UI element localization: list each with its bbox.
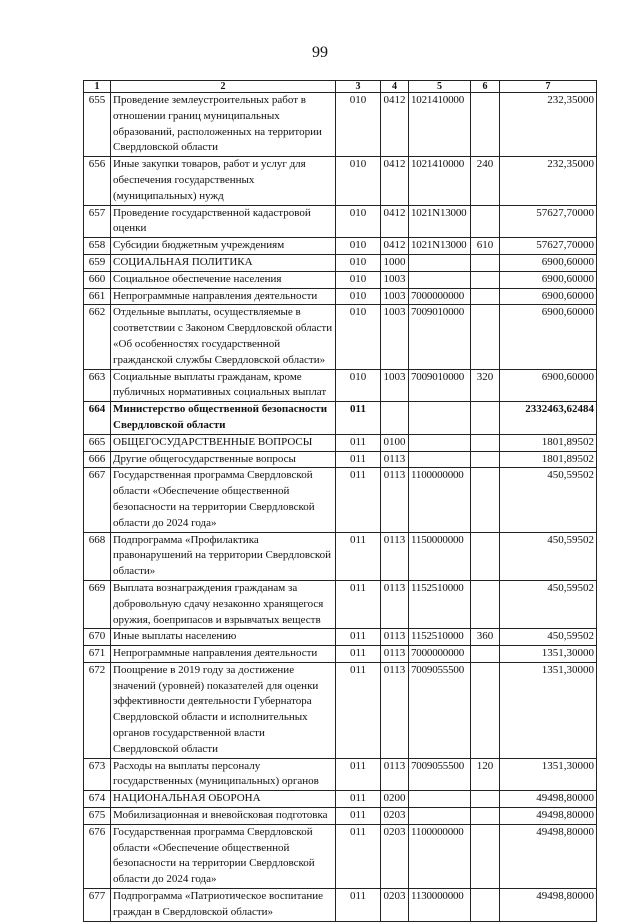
admin-code: 011 bbox=[336, 824, 381, 888]
table-header-row bbox=[84, 81, 597, 93]
row-number: 663 bbox=[84, 369, 111, 402]
row-number: 658 bbox=[84, 238, 111, 255]
row-name: Государственная программа Свердловской области «Обеспечение общественной безопасности на территории Свердловской области до 2024 года» bbox=[111, 468, 336, 532]
target-code bbox=[409, 271, 471, 288]
row-number: 674 bbox=[84, 791, 111, 808]
table-row bbox=[84, 288, 597, 305]
target-code: 7009010000 bbox=[409, 369, 471, 402]
table-row bbox=[84, 662, 597, 758]
budget-table bbox=[83, 80, 597, 922]
admin-code: 010 bbox=[336, 271, 381, 288]
admin-code: 011 bbox=[336, 580, 381, 628]
column-header: 3 bbox=[336, 81, 381, 93]
section-code: 1003 bbox=[381, 369, 409, 402]
admin-code: 011 bbox=[336, 629, 381, 646]
admin-code: 011 bbox=[336, 646, 381, 663]
page-number: 99 bbox=[312, 44, 328, 61]
section-code: 1003 bbox=[381, 305, 409, 369]
row-amount: 1801,89502 bbox=[500, 451, 597, 468]
section-code: 0200 bbox=[381, 791, 409, 808]
section-code: 0203 bbox=[381, 824, 409, 888]
row-number: 673 bbox=[84, 758, 111, 791]
row-amount: 57627,70000 bbox=[500, 238, 597, 255]
row-name: Субсидии бюджетным учреждениям bbox=[111, 238, 336, 255]
expense-type-code bbox=[471, 662, 500, 758]
target-code: 1152510000 bbox=[409, 629, 471, 646]
expense-type-code: 320 bbox=[471, 369, 500, 402]
table-row bbox=[84, 238, 597, 255]
section-code: 0113 bbox=[381, 451, 409, 468]
table-row bbox=[84, 157, 597, 205]
table-row bbox=[84, 824, 597, 888]
section-code: 0100 bbox=[381, 434, 409, 451]
column-header: 6 bbox=[471, 81, 500, 93]
table-row bbox=[84, 758, 597, 791]
row-number: 677 bbox=[84, 889, 111, 922]
expense-type-code: 610 bbox=[471, 238, 500, 255]
table-row bbox=[84, 305, 597, 369]
admin-code: 010 bbox=[336, 93, 381, 157]
row-number: 659 bbox=[84, 254, 111, 271]
column-header: 7 bbox=[500, 81, 597, 93]
row-amount: 49498,80000 bbox=[500, 791, 597, 808]
table-row bbox=[84, 93, 597, 157]
admin-code: 011 bbox=[336, 889, 381, 922]
row-name: Иные закупки товаров, работ и услуг для обеспечения государственных (муниципальных) нужд bbox=[111, 157, 336, 205]
target-code: 7009055500 bbox=[409, 758, 471, 791]
expense-type-code bbox=[471, 402, 500, 435]
row-amount: 1351,30000 bbox=[500, 758, 597, 791]
expense-type-code bbox=[471, 791, 500, 808]
row-number: 661 bbox=[84, 288, 111, 305]
table-row bbox=[84, 532, 597, 580]
target-code bbox=[409, 791, 471, 808]
row-amount: 6900,60000 bbox=[500, 254, 597, 271]
row-name: Подпрограмма «Патриотическое воспитание граждан в Свердловской области» bbox=[111, 889, 336, 922]
row-amount: 232,35000 bbox=[500, 93, 597, 157]
target-code: 1130000000 bbox=[409, 889, 471, 922]
admin-code: 011 bbox=[336, 468, 381, 532]
target-code: 1021410000 bbox=[409, 157, 471, 205]
section-code: 0412 bbox=[381, 238, 409, 255]
row-number: 676 bbox=[84, 824, 111, 888]
row-name: НАЦИОНАЛЬНАЯ ОБОРОНА bbox=[111, 791, 336, 808]
table-row bbox=[84, 629, 597, 646]
admin-code: 011 bbox=[336, 451, 381, 468]
section-code: 0113 bbox=[381, 468, 409, 532]
section-code: 0113 bbox=[381, 580, 409, 628]
row-number: 655 bbox=[84, 93, 111, 157]
expense-type-code: 360 bbox=[471, 629, 500, 646]
row-amount: 450,59502 bbox=[500, 580, 597, 628]
row-amount: 2332463,62484 bbox=[500, 402, 597, 435]
target-code bbox=[409, 434, 471, 451]
row-number: 671 bbox=[84, 646, 111, 663]
admin-code: 010 bbox=[336, 369, 381, 402]
table-row bbox=[84, 451, 597, 468]
admin-code: 010 bbox=[336, 305, 381, 369]
row-amount: 1351,30000 bbox=[500, 646, 597, 663]
row-name: Отдельные выплаты, осуществляемые в соответствии с Законом Свердловской области «Об особенностях государственной гражданской службы Свердловской области» bbox=[111, 305, 336, 369]
row-name: Непрограммные направления деятельности bbox=[111, 646, 336, 663]
section-code: 1003 bbox=[381, 271, 409, 288]
expense-type-code bbox=[471, 646, 500, 663]
expense-type-code bbox=[471, 288, 500, 305]
expense-type-code bbox=[471, 271, 500, 288]
expense-type-code bbox=[471, 580, 500, 628]
target-code bbox=[409, 254, 471, 271]
section-code: 0113 bbox=[381, 629, 409, 646]
admin-code: 011 bbox=[336, 434, 381, 451]
row-amount: 450,59502 bbox=[500, 532, 597, 580]
admin-code: 011 bbox=[336, 791, 381, 808]
column-header: 2 bbox=[111, 81, 336, 93]
table-row bbox=[84, 205, 597, 238]
row-name: Другие общегосударственные вопросы bbox=[111, 451, 336, 468]
row-name: Поощрение в 2019 году за достижение значений (уровней) показателей для оценки эффективности деятельности Губернатора Свердловской области и исполнительных органов государственной власти Свердловской области bbox=[111, 662, 336, 758]
row-name: Выплата вознаграждения гражданам за добровольную сдачу незаконно хранящегося оружия, боеприпасов и взрывчатых веществ bbox=[111, 580, 336, 628]
section-code: 0113 bbox=[381, 758, 409, 791]
target-code: 7009010000 bbox=[409, 305, 471, 369]
table-row bbox=[84, 580, 597, 628]
row-name: СОЦИАЛЬНАЯ ПОЛИТИКА bbox=[111, 254, 336, 271]
target-code: 1021N13000 bbox=[409, 205, 471, 238]
table-row bbox=[84, 434, 597, 451]
row-amount: 1801,89502 bbox=[500, 434, 597, 451]
row-amount: 450,59502 bbox=[500, 629, 597, 646]
row-number: 669 bbox=[84, 580, 111, 628]
row-name: Социальные выплаты гражданам, кроме публичных нормативных социальных выплат bbox=[111, 369, 336, 402]
table-row bbox=[84, 808, 597, 825]
target-code: 1100000000 bbox=[409, 824, 471, 888]
admin-code: 010 bbox=[336, 238, 381, 255]
row-number: 665 bbox=[84, 434, 111, 451]
column-header: 1 bbox=[84, 81, 111, 93]
target-code bbox=[409, 402, 471, 435]
table-row bbox=[84, 254, 597, 271]
admin-code: 011 bbox=[336, 402, 381, 435]
target-code: 1021N13000 bbox=[409, 238, 471, 255]
row-name: Государственная программа Свердловской области «Обеспечение общественной безопасности на территории Свердловской области до 2024 года» bbox=[111, 824, 336, 888]
section-code: 0412 bbox=[381, 93, 409, 157]
row-amount: 6900,60000 bbox=[500, 271, 597, 288]
target-code: 1152510000 bbox=[409, 580, 471, 628]
expense-type-code bbox=[471, 468, 500, 532]
admin-code: 010 bbox=[336, 205, 381, 238]
table-row bbox=[84, 402, 597, 435]
admin-code: 011 bbox=[336, 758, 381, 791]
admin-code: 010 bbox=[336, 157, 381, 205]
row-amount: 49498,80000 bbox=[500, 889, 597, 922]
row-name: ОБЩЕГОСУДАРСТВЕННЫЕ ВОПРОСЫ bbox=[111, 434, 336, 451]
row-number: 657 bbox=[84, 205, 111, 238]
admin-code: 010 bbox=[336, 288, 381, 305]
admin-code: 011 bbox=[336, 808, 381, 825]
table-row bbox=[84, 646, 597, 663]
target-code: 7009055500 bbox=[409, 662, 471, 758]
target-code bbox=[409, 808, 471, 825]
expense-type-code bbox=[471, 808, 500, 825]
section-code: 0412 bbox=[381, 157, 409, 205]
table-row bbox=[84, 369, 597, 402]
section-code: 1003 bbox=[381, 288, 409, 305]
column-header: 4 bbox=[381, 81, 409, 93]
row-amount: 57627,70000 bbox=[500, 205, 597, 238]
section-code: 1000 bbox=[381, 254, 409, 271]
row-amount: 232,35000 bbox=[500, 157, 597, 205]
row-number: 662 bbox=[84, 305, 111, 369]
row-name: Министерство общественной безопасности Свердловской области bbox=[111, 402, 336, 435]
expense-type-code: 240 bbox=[471, 157, 500, 205]
row-amount: 6900,60000 bbox=[500, 305, 597, 369]
column-header: 5 bbox=[409, 81, 471, 93]
row-number: 660 bbox=[84, 271, 111, 288]
section-code: 0203 bbox=[381, 889, 409, 922]
row-name: Проведение государственной кадастровой оценки bbox=[111, 205, 336, 238]
expense-type-code bbox=[471, 205, 500, 238]
expense-type-code bbox=[471, 434, 500, 451]
row-name: Подпрограмма «Профилактика правонарушений на территории Свердловской области» bbox=[111, 532, 336, 580]
admin-code: 011 bbox=[336, 532, 381, 580]
row-name: Мобилизационная и вневойсковая подготовка bbox=[111, 808, 336, 825]
target-code: 7000000000 bbox=[409, 646, 471, 663]
row-amount: 49498,80000 bbox=[500, 824, 597, 888]
row-amount: 1351,30000 bbox=[500, 662, 597, 758]
section-code: 0412 bbox=[381, 205, 409, 238]
table-row bbox=[84, 791, 597, 808]
row-name: Иные выплаты населению bbox=[111, 629, 336, 646]
row-number: 672 bbox=[84, 662, 111, 758]
target-code: 7000000000 bbox=[409, 288, 471, 305]
row-amount: 6900,60000 bbox=[500, 288, 597, 305]
admin-code: 011 bbox=[336, 662, 381, 758]
row-amount: 49498,80000 bbox=[500, 808, 597, 825]
row-amount: 6900,60000 bbox=[500, 369, 597, 402]
expense-type-code bbox=[471, 305, 500, 369]
section-code: 0113 bbox=[381, 646, 409, 663]
table-body bbox=[84, 93, 597, 922]
row-number: 656 bbox=[84, 157, 111, 205]
row-number: 666 bbox=[84, 451, 111, 468]
target-code: 1150000000 bbox=[409, 532, 471, 580]
expense-type-code bbox=[471, 532, 500, 580]
expense-type-code bbox=[471, 254, 500, 271]
expense-type-code bbox=[471, 93, 500, 157]
row-name: Социальное обеспечение населения bbox=[111, 271, 336, 288]
section-code: 0203 bbox=[381, 808, 409, 825]
table-row bbox=[84, 271, 597, 288]
row-number: 668 bbox=[84, 532, 111, 580]
expense-type-code bbox=[471, 451, 500, 468]
row-number: 664 bbox=[84, 402, 111, 435]
row-number: 675 bbox=[84, 808, 111, 825]
section-code: 0113 bbox=[381, 662, 409, 758]
expense-type-code bbox=[471, 824, 500, 888]
row-number: 667 bbox=[84, 468, 111, 532]
row-number: 670 bbox=[84, 629, 111, 646]
table-row bbox=[84, 468, 597, 532]
target-code: 1100000000 bbox=[409, 468, 471, 532]
row-amount: 450,59502 bbox=[500, 468, 597, 532]
row-name: Проведение землеустроительных работ в отношении границ муниципальных образований, расположенных на территории Свердловской области bbox=[111, 93, 336, 157]
row-name: Непрограммные направления деятельности bbox=[111, 288, 336, 305]
admin-code: 010 bbox=[336, 254, 381, 271]
section-code bbox=[381, 402, 409, 435]
row-name: Расходы на выплаты персоналу государственных (муниципальных) органов bbox=[111, 758, 336, 791]
target-code: 1021410000 bbox=[409, 93, 471, 157]
expense-type-code: 120 bbox=[471, 758, 500, 791]
target-code bbox=[409, 451, 471, 468]
section-code: 0113 bbox=[381, 532, 409, 580]
